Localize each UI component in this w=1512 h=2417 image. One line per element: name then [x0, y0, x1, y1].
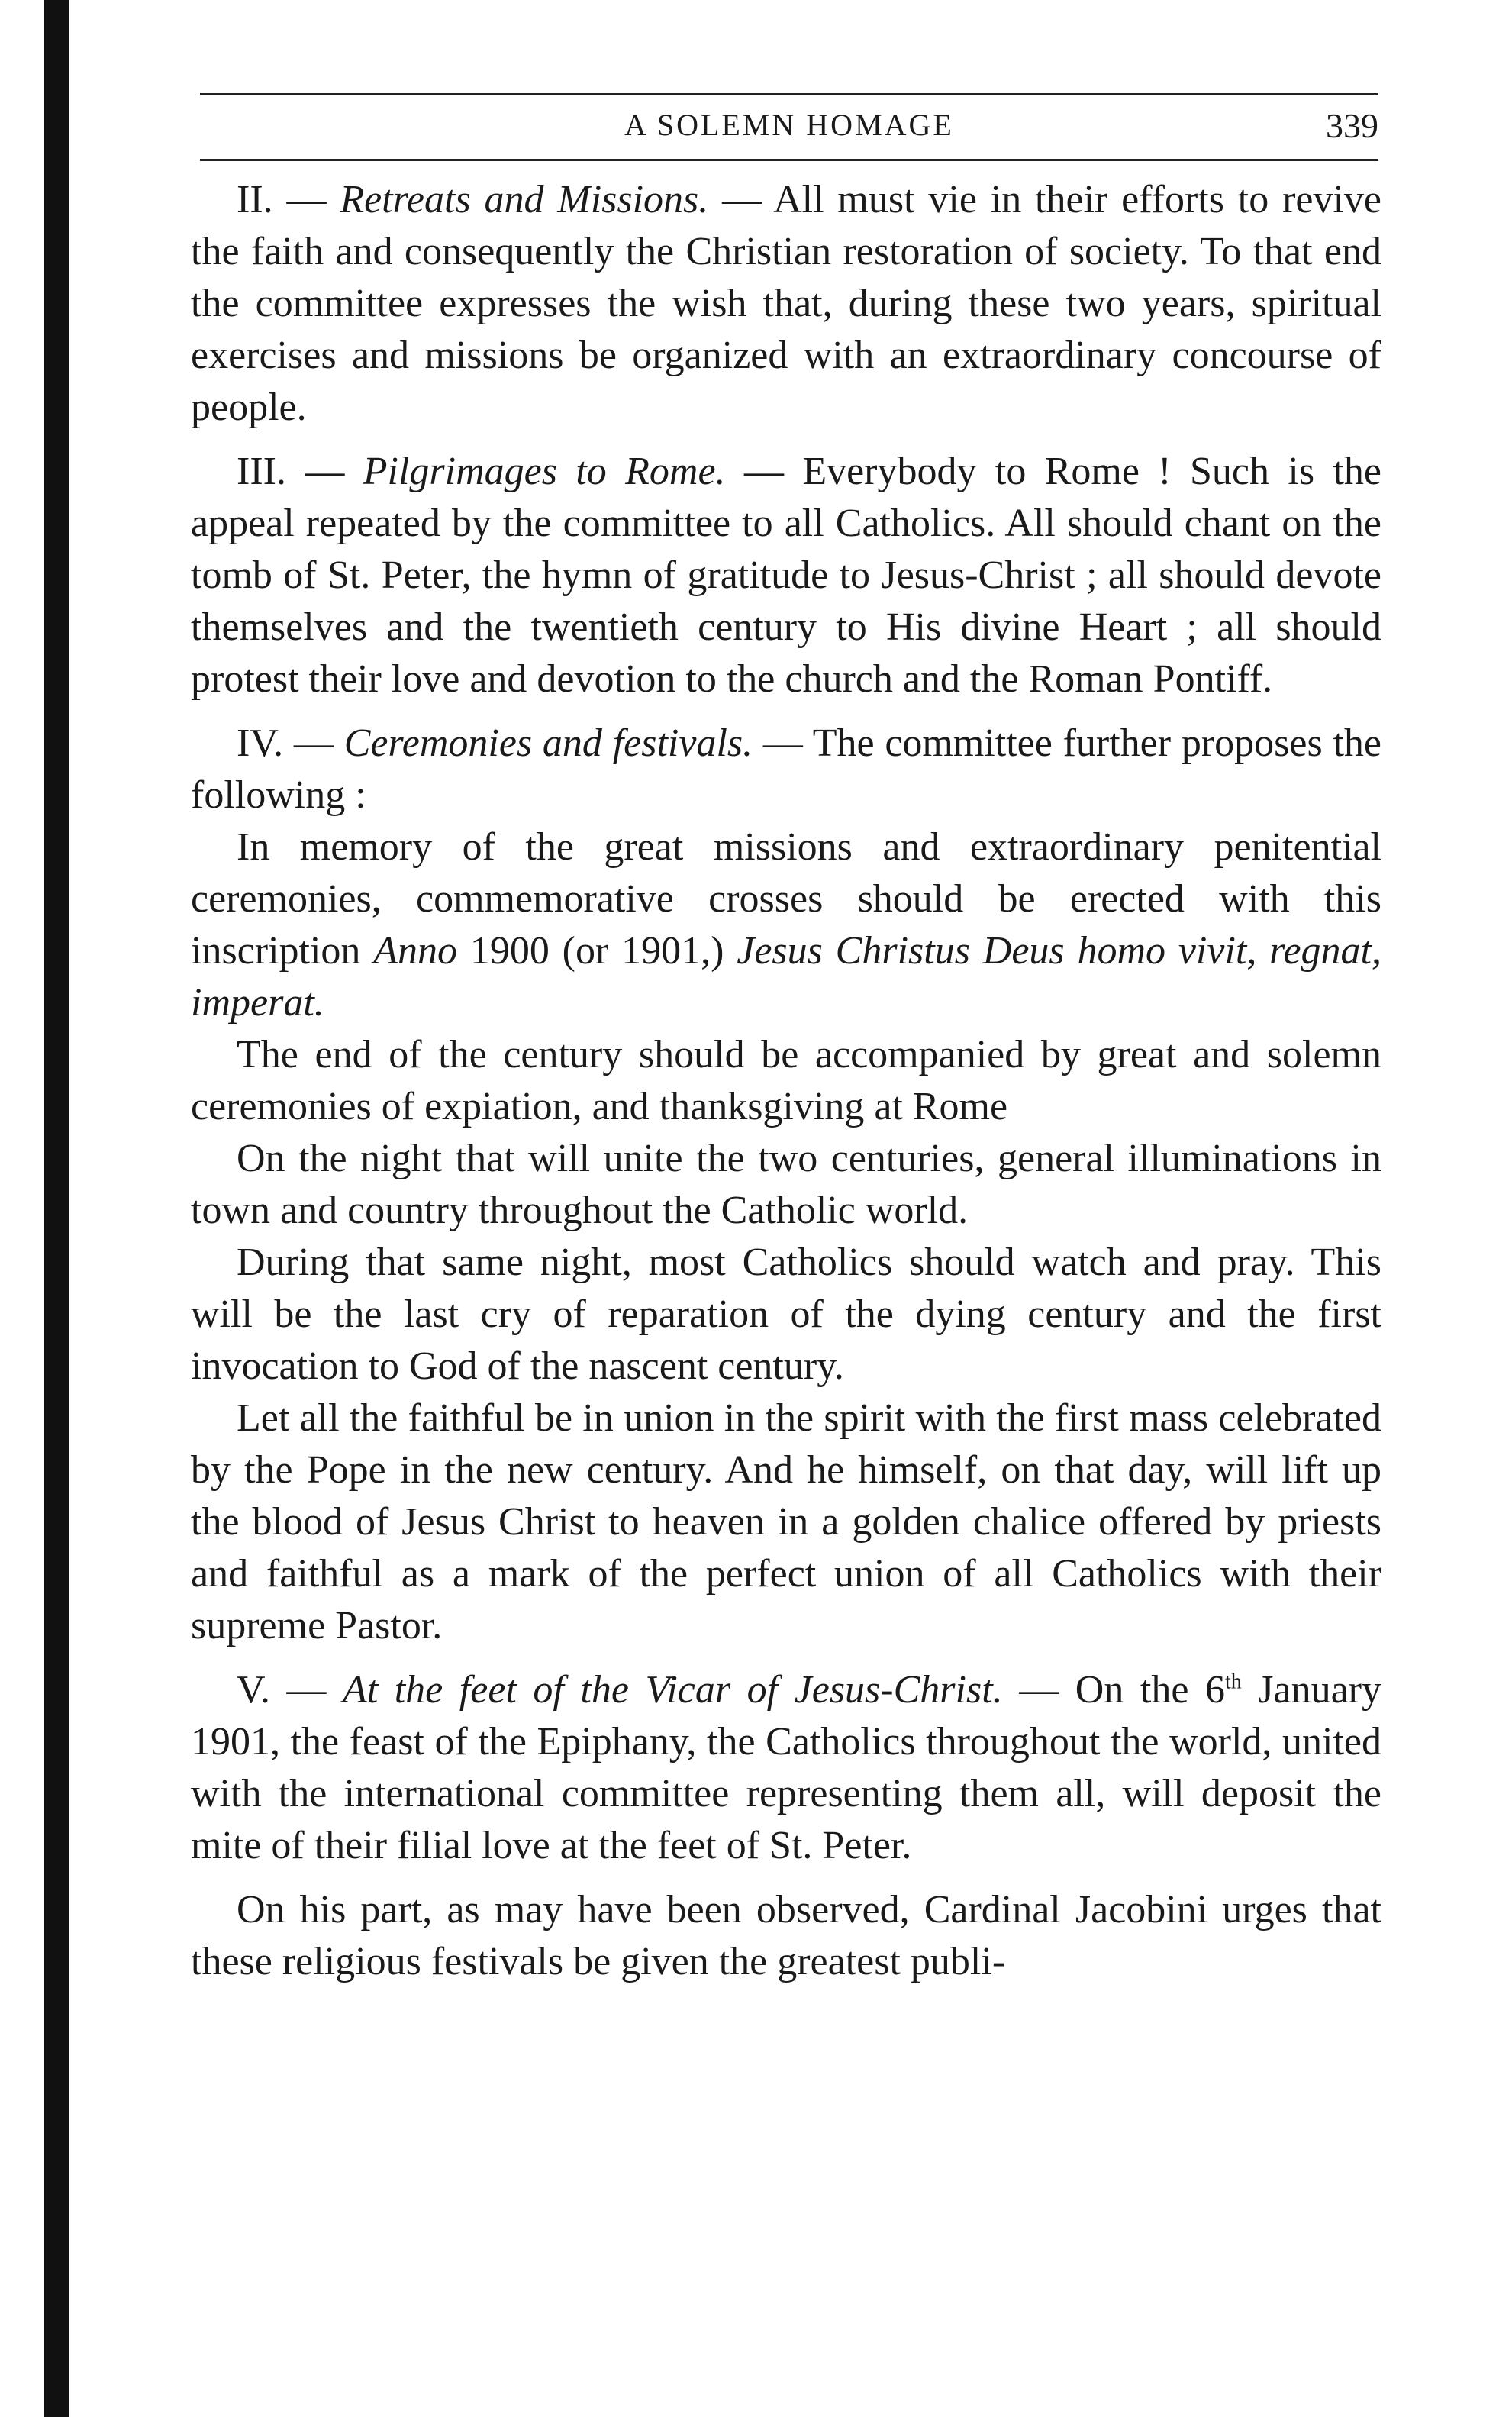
- section-number: IV. —: [237, 721, 344, 765]
- scan-binding-edge: [44, 0, 69, 2417]
- latin-inscription: Jesus Christus Deus homo vivit, regnat, imperat.: [191, 929, 1381, 1025]
- paragraph-night-illuminations: [191, 1133, 1381, 1237]
- section-title: Ceremonies and festivals.: [343, 721, 753, 765]
- page-number: 339: [1326, 106, 1378, 145]
- latin-anno: Anno: [373, 929, 458, 973]
- paragraph-cardinal-jacobini: [191, 1884, 1381, 1988]
- section-title: At the feet of the Vicar of Jesus-Christ.: [342, 1668, 1003, 1712]
- section-text: January 1901, the feast of the Epiphany, the Catholics throughout the world, united with the international committee representing them all, will deposit the mite of their filial love at the feet of St. Peter.: [191, 1668, 1381, 1867]
- paragraph-text: During that same night, most Catholics should watch and pray. This will be the last cry of reparation of the dying century and the first invocation to God of the nascent century.: [191, 1241, 1381, 1388]
- paragraph-text: On his part, as may have been observed, Cardinal Jacobini urges that these religious festivals be given the greatest publi-: [191, 1888, 1381, 1983]
- paragraph-end-of-century: [191, 1029, 1381, 1133]
- running-header: [200, 101, 1378, 154]
- section-text: — The committee further proposes the following :: [191, 721, 1381, 817]
- section-text: — All must vie in their efforts to revive the faith and consequently the Christian restoration of society. To that end the committee expresses the wish that, during these two years, spiritual exercises and missions be organized with an extraordinary concourse of people.: [191, 178, 1381, 429]
- header-top-rule: [200, 93, 1378, 95]
- page-body: [191, 174, 1381, 1988]
- paragraph-text: In memory of the great missions and extraordinary penitential ceremonies, commemorative crosses should be erected with this inscription: [191, 825, 1381, 973]
- section-vicar-of-christ: [191, 1664, 1381, 1872]
- section-title: Retreats and Missions.: [340, 178, 709, 221]
- paragraph-text: Let all the faithful be in union in the spirit with the first mass celebrated by the Pope in the new century. And he himself, on that day, will lift up the blood of Jesus Christ to heaven in a golden chalice offered by priests and faithful as a mark of the perfect union of all Catholics with their supreme Pastor.: [191, 1396, 1381, 1647]
- paragraph-watch-and-pray: [191, 1237, 1381, 1392]
- paragraph-text: The end of the century should be accompanied by great and solemn ceremonies of expiation, and thanksgiving at Rome: [191, 1033, 1381, 1128]
- section-ceremonies: [191, 718, 1381, 821]
- header-bottom-rule: [200, 159, 1378, 161]
- paragraph-commemorative-crosses: [191, 821, 1381, 1029]
- section-text: — Everybody to Rome ! Such is the appeal repeated by the committee to all Catholics. All should chant on the tomb of St. Peter, the hymn of gratitude to Jesus-Christ ; all should devote themselves and the twentieth century to His divine Heart ; all should protest their love and devotion to the church and the Roman Pontiff.: [191, 450, 1381, 701]
- section-number: V. —: [237, 1668, 343, 1712]
- section-title: Pilgrimages to Rome.: [363, 450, 726, 493]
- section-pilgrimages: [191, 446, 1381, 705]
- ordinal-suffix: th: [1224, 1670, 1242, 1694]
- paragraph-first-mass: [191, 1392, 1381, 1652]
- running-title: A SOLEMN HOMAGE: [624, 108, 954, 142]
- section-number: II. —: [237, 178, 340, 221]
- section-number: III. —: [237, 450, 363, 493]
- section-text: — On the 6: [1002, 1668, 1225, 1712]
- paragraph-text: On the night that will unite the two centuries, general illuminations in town and country throughout the Catholic world.: [191, 1137, 1381, 1232]
- section-retreats-missions: [191, 174, 1381, 434]
- inscription-years: 1900 (or 1901,): [457, 929, 737, 973]
